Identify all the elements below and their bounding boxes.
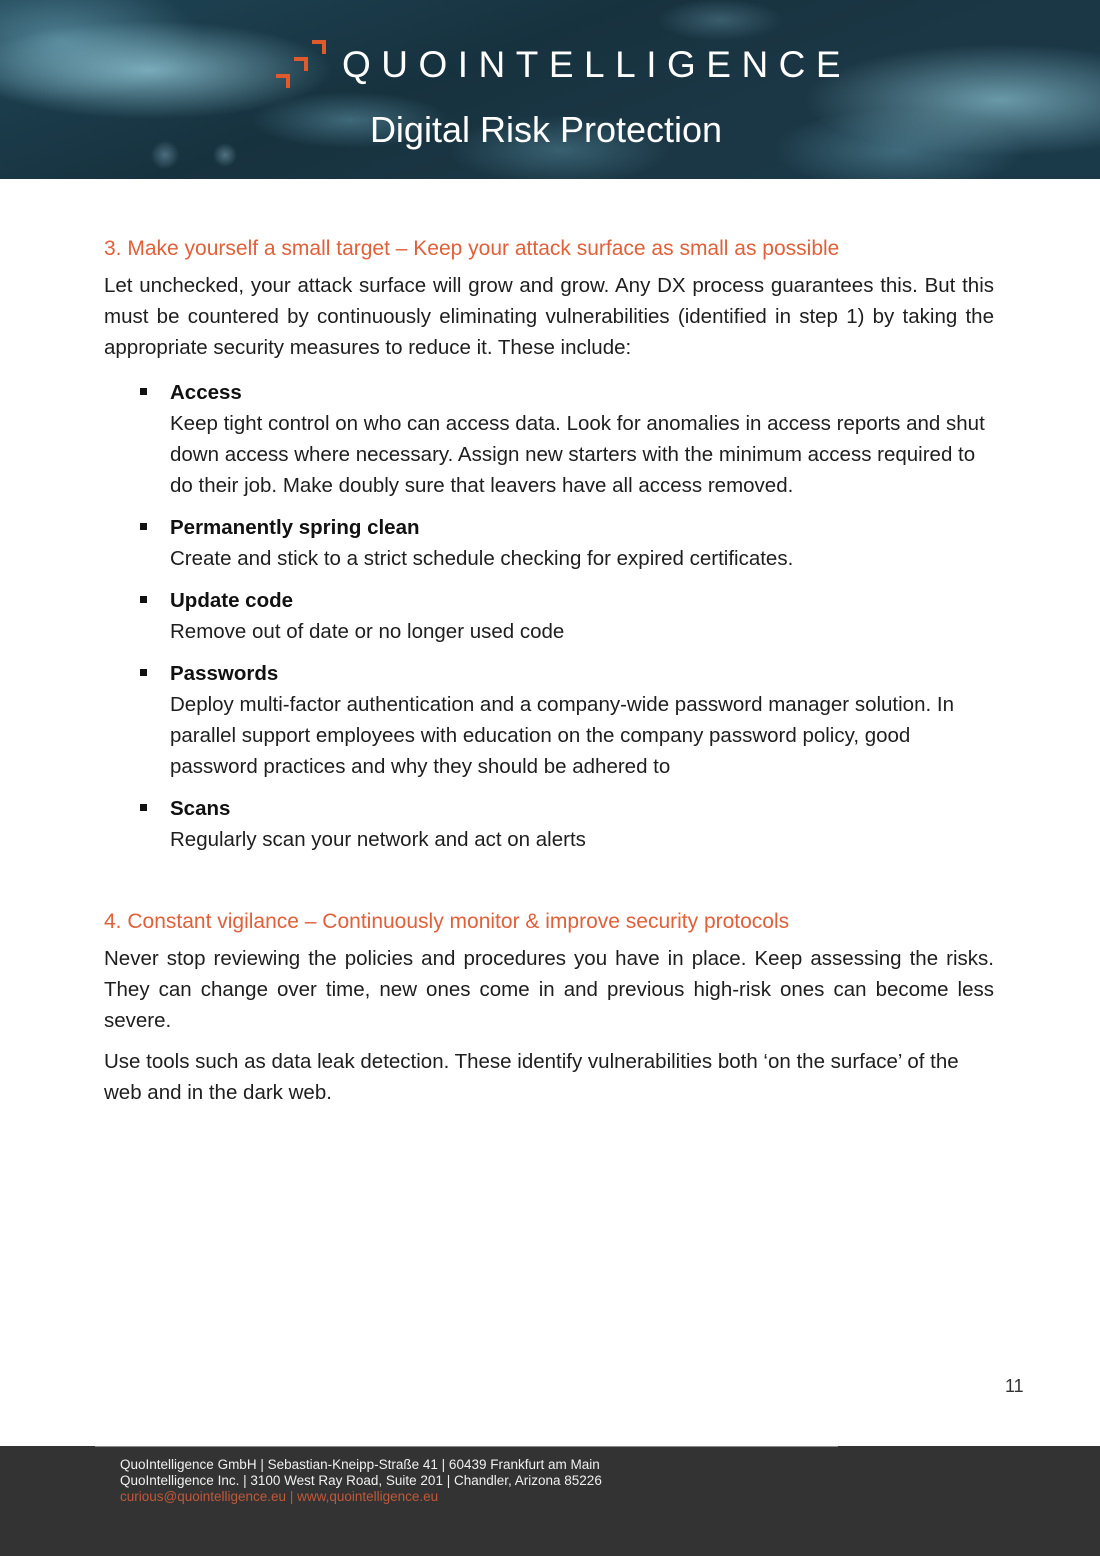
section-paragraph: Let unchecked, your attack surface will grow and grow. Any DX process guarantees this. But this must be countered by continuously eliminating vulnerabilities (identified in step 1) by taking the appropriate security measures to reduce it. These include: [104, 274, 994, 359]
quointelligence-logo-icon [276, 36, 330, 92]
list-item-text: Keep tight control on who can access data. Look for anomalies in access reports and shut down access where necessary. Assign new starters with the minimum access required to do their job. Make doubly sure that leavers have all access removed. [170, 412, 985, 497]
footer-contact [120, 1489, 602, 1505]
list-item-title: Scans [170, 797, 231, 820]
square-bullet-icon [140, 388, 147, 395]
square-bullet-icon [140, 804, 147, 811]
page-number: 11 [1005, 1376, 1024, 1396]
footer-address-germany: QuoIntelligence GmbH | Sebastian-Kneipp-Straße 41 | 60439 Frankfurt am Main [120, 1457, 600, 1472]
header-banner [0, 0, 1100, 179]
page-footer [0, 1446, 1100, 1556]
footer-separator: | [286, 1489, 298, 1504]
section-paragraph: Use tools such as data leak detection. These identify vulnerabilities both ‘on the surface’ of the web and in the dark web. [104, 1050, 959, 1104]
square-bullet-icon [140, 596, 147, 603]
list-item-title: Access [170, 381, 242, 404]
list-item-passwords [104, 658, 994, 782]
square-bullet-icon [140, 669, 147, 676]
list-item-text: Regularly scan your network and act on alerts [170, 828, 586, 851]
logo-bracket-icon [312, 40, 326, 54]
list-item-title: Permanently spring clean [170, 516, 420, 539]
footer-divider [95, 1446, 838, 1447]
footer-email-link[interactable]: curious@quointelligence.eu [120, 1489, 287, 1504]
logo-bracket-icon [276, 74, 290, 88]
section-small-target [104, 234, 994, 855]
measures-list [104, 377, 994, 855]
list-item-access [104, 377, 994, 501]
footer-address-usa: QuoIntelligence Inc. | 3100 West Ray Road, Suite 201 | Chandler, Arizona 85226 [120, 1473, 602, 1488]
logo-bracket-icon [294, 57, 308, 71]
brand-name: QUOINTELLIGENCE [342, 43, 852, 85]
list-item-text: Remove out of date or no longer used code [170, 620, 565, 643]
document-title: Digital Risk Protection [369, 109, 723, 150]
section-heading: 3. Make yourself a small target – Keep your attack surface as small as possible [104, 237, 840, 260]
footer-address-block [120, 1457, 602, 1505]
section-paragraph: Never stop reviewing the policies and procedures you have in place. Keep assessing the risks. They can change over time, new ones come in and previous high-risk ones can become less severe. [104, 947, 994, 1032]
square-bullet-icon [140, 523, 147, 530]
list-item-title: Passwords [170, 662, 279, 685]
page-content [104, 234, 994, 1108]
list-item-update-code [104, 585, 994, 647]
brand-logo [276, 36, 851, 92]
list-item-text: Deploy multi-factor authentication and a company-wide password manager solution. In parallel support employees with education on the company password policy, good password practices and why they should be adhered to [170, 693, 954, 778]
footer-website-link[interactable]: www,quointelligence.eu [297, 1489, 439, 1504]
list-item-title: Update code [170, 589, 294, 612]
list-item-text: Create and stick to a strict schedule checking for expired certificates. [170, 547, 794, 570]
section-constant-vigilance [104, 907, 994, 1108]
list-item-spring-clean [104, 512, 994, 574]
list-item-scans [104, 793, 994, 855]
section-heading: 4. Constant vigilance – Continuously monitor & improve security protocols [104, 910, 790, 933]
